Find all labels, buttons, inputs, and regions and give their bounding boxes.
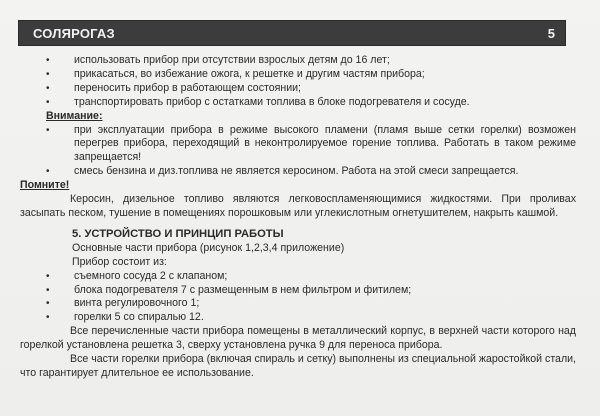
bullet-icon: • <box>46 55 50 66</box>
bullet-icon: • <box>46 82 50 94</box>
list-item <box>20 297 576 311</box>
bullet-icon: • <box>46 312 50 324</box>
attention-heading: Внимание: <box>46 109 103 122</box>
remember-text: Керосин, дизельное топливо являются легковоспламеняющимися жидкостями. При проливах засыпать песком, тушение в помещениях порошковым или углекислотным огнетушителем, накрыть кашмой. <box>20 193 576 219</box>
list-item-text: съемного сосуда 2 с клапаном; <box>74 269 228 282</box>
section-title: 5. УСТРОЙСТВО И ПРИНЦИП РАБОТЫ <box>72 227 284 240</box>
page-content <box>20 54 576 381</box>
list-item-text: винта регулировочного 1; <box>74 297 200 310</box>
header-title: СОЛЯРОГАЗ <box>33 26 115 41</box>
list-item <box>20 96 576 110</box>
bullet-icon: • <box>46 284 50 296</box>
list-item-text: смесь бензина и диз.топлива не является керосином. Работа на этой смеси запрещается. <box>74 165 519 178</box>
section-consists: Прибор состоит из: <box>72 255 167 268</box>
remember-heading: Помните! <box>20 179 70 192</box>
page-header <box>18 20 566 46</box>
list-item <box>20 311 576 325</box>
list-item <box>20 284 576 298</box>
bullet-icon: • <box>46 298 50 310</box>
list-item-text: блока подогревателя 7 с размещенным в нем фильтром и фитилем; <box>74 283 412 296</box>
bullet-icon: • <box>46 166 50 178</box>
list-item <box>20 54 576 68</box>
list-item-text: при эксплуатации прибора в режиме высокого пламени (пламя выше сетки горелки) возможен перегрев прибора, переходящий в неконтролируемое горение топлива. Работать в таком режиме запрещается! <box>74 123 576 164</box>
list-item-text: горелки 5 со спиралью 12. <box>74 311 204 324</box>
section-paragraph: Все перечисленные части прибора помещены в металлический корпус, в верхней части которого над горелкой установлена решетка 3, сверху установлена ручка 9 для переноса прибора. <box>20 325 576 352</box>
bullet-icon: • <box>46 270 50 282</box>
list-item <box>20 165 576 179</box>
list-item <box>20 124 576 166</box>
bullet-icon: • <box>46 96 50 108</box>
page-number: 5 <box>547 26 555 41</box>
list-item-text: переносить прибор в работающем состоянии; <box>74 81 301 94</box>
bullet-icon: • <box>46 124 50 136</box>
section-intro: Основные части прибора (рисунок 1,2,3,4 приложение) <box>72 241 345 254</box>
list-item-text: использовать прибор при отсутствии взрослых детям до 16 лет; <box>74 54 390 66</box>
list-item-text: прикасаться, во избежание ожога, к решетке и другим частям прибора; <box>74 67 425 80</box>
bullet-icon: • <box>46 68 50 80</box>
list-item <box>20 68 576 82</box>
list-item <box>20 270 576 284</box>
list-item-text: транспортировать прибор с остатками топлива в блоке подогревателя и сосуде. <box>74 95 470 108</box>
section-paragraph: Все части горелки прибора (включая спираль и сетку) выполнены из специальной жаростойкой стали, что гарантирует длительное ее использование. <box>20 353 576 379</box>
list-item <box>20 82 576 96</box>
